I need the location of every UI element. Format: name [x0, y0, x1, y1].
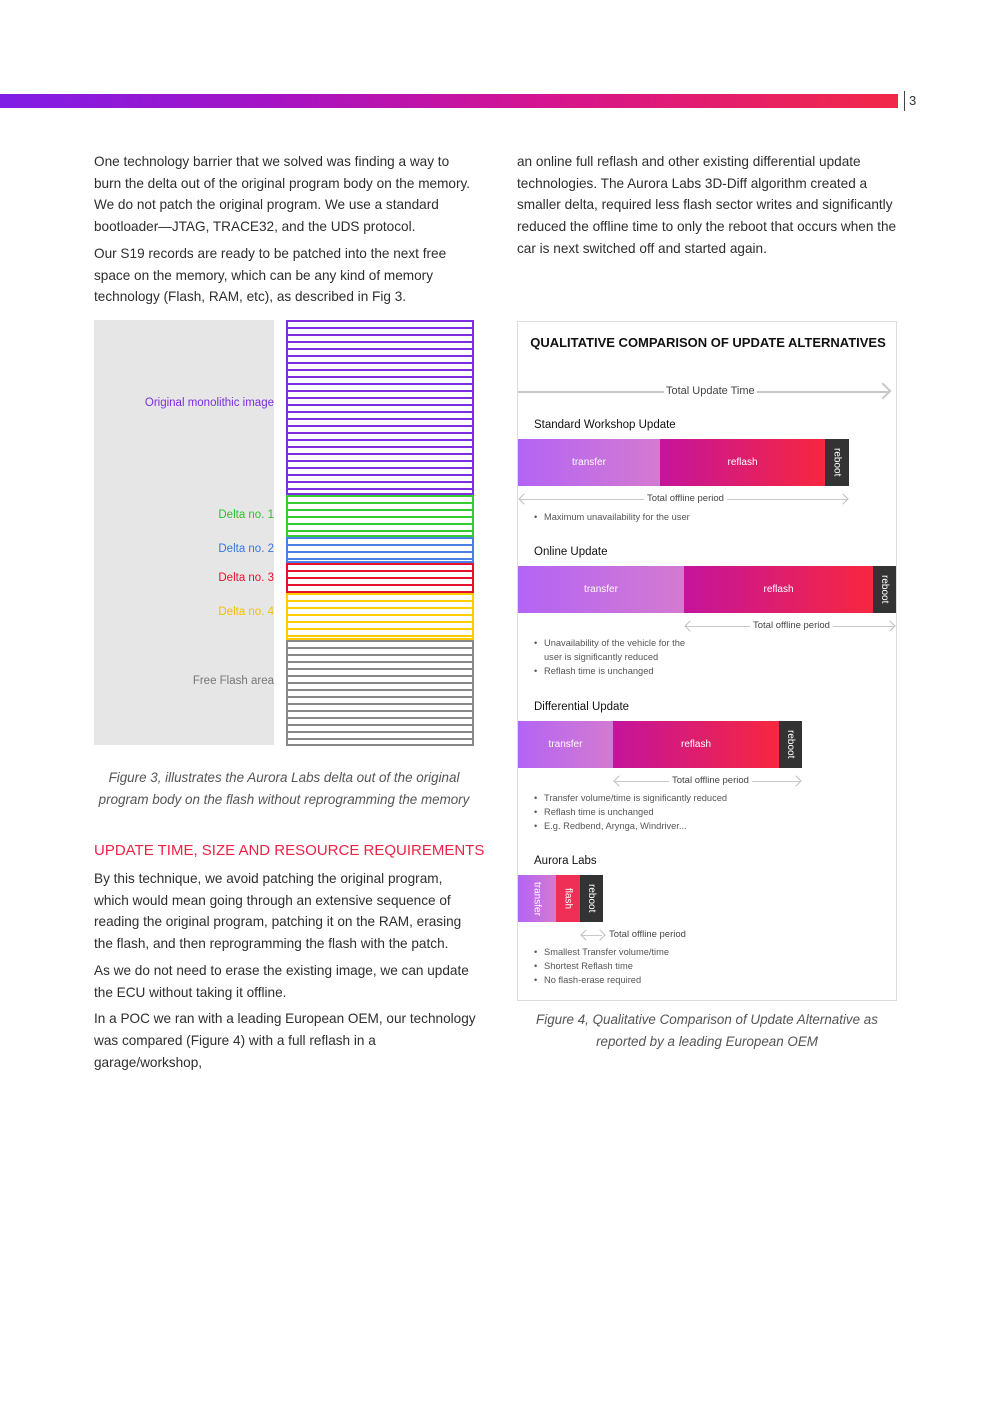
arrow-left-icon: [518, 493, 529, 504]
memory-stack-diagram: [286, 320, 474, 746]
arrow-right-icon: [837, 493, 848, 504]
paragraph: By this technique, we avoid patching the original program, which would mean going through an extensive sequence of reading the original program, patching it on the RAM, erasing the flash, and then reprogramming the flash with the patch.: [94, 871, 462, 952]
region-delta-1: [286, 495, 474, 537]
left-column-body: [94, 868, 478, 1078]
offline-period-aurora: [580, 928, 750, 942]
arrow-right-icon: [875, 383, 892, 400]
bullets-online: [534, 636, 694, 678]
label-delta-4: Delta no. 4: [218, 606, 274, 618]
bullet-item: • Shortest Reflash time: [534, 959, 669, 973]
memory-label-panel: [94, 320, 274, 745]
offline-period-label: Total offline period: [669, 774, 752, 788]
segment-transfer: [518, 875, 556, 922]
segment-reboot: [580, 875, 603, 922]
segment-transfer: transfer: [518, 721, 613, 768]
segment-reflash: reflash: [684, 566, 873, 613]
offline-period-standard: [518, 492, 849, 506]
segment-transfer: transfer: [518, 439, 660, 486]
header-gradient-bar: [0, 94, 898, 108]
figure-3-caption: Figure 3, illustrates the Aurora Labs delta out of the original program body on the flash without reprogramming the memory: [98, 770, 470, 807]
arrow-left-icon: [684, 620, 695, 631]
bar-standard: [518, 439, 849, 486]
bar-online: [518, 566, 896, 613]
left-column-intro: [94, 151, 478, 313]
segment-reboot-label: reboot: [831, 448, 843, 477]
section-heading: UPDATE TIME, SIZE AND RESOURCE REQUIREMENTS: [94, 842, 485, 859]
bullet-item: • Reflash time is unchanged: [534, 805, 727, 819]
offline-period-label: Total offline period: [606, 928, 689, 942]
segment-flash: [556, 875, 580, 922]
bullet-item: • No flash-erase required: [534, 973, 669, 987]
label-delta-3: Delta no. 3: [218, 572, 274, 584]
bullet-item: • Maximum unavailability for the user: [534, 510, 690, 524]
segment-reflash: reflash: [660, 439, 825, 486]
bullet-item: • Unavailability of the vehicle for the user is significantly reduced: [534, 636, 694, 664]
offline-period-differential: [613, 774, 802, 788]
arrow-right-icon: [594, 929, 605, 940]
figure-4-title: QUALITATIVE COMPARISON OF UPDATE ALTERNATIVES: [530, 335, 886, 350]
label-free-flash: Free Flash area: [192, 675, 274, 687]
region-original: [286, 320, 474, 495]
label-original-image: Original monolithic image: [144, 397, 274, 409]
figure-4-comparison: [517, 321, 897, 1001]
segment-reboot: [825, 439, 849, 486]
paragraph: an online full reflash and other existing differential update technologies. The Aurora Labs 3D-Diff algorithm created a smaller delta, required less flash sector writes and significantly reduced the offline time to only the reboot that occurs when the car is next switched off and started again.: [517, 154, 897, 256]
segment-reflash: reflash: [613, 721, 779, 768]
bullet-item: • Smallest Transfer volume/time: [534, 945, 669, 959]
segment-reboot-label: reboot: [879, 575, 890, 604]
arrow-left-icon: [580, 929, 591, 940]
bullets-aurora: [534, 945, 669, 987]
region-delta-3: [286, 563, 474, 593]
segment-transfer-label: transfer: [531, 881, 543, 916]
bullets-differential: [534, 791, 727, 833]
region-delta-2: [286, 537, 474, 563]
paragraph: Our S19 records are ready to be patched into the next free space on the memory, which can be any kind of memory technology (Flash, RAM, etc), as described in Fig 3.: [94, 245, 447, 305]
segment-reboot: [873, 566, 896, 613]
segment-flash-label: flash: [562, 887, 574, 910]
arrow-right-icon: [884, 620, 895, 631]
total-update-time-label: Total Update Time: [666, 385, 755, 397]
paragraph: In a POC we ran with a leading European OEM, our technology was compared (Figure 4) with a full reflash in a garage/workshop,: [94, 1011, 476, 1070]
segment-reboot: [779, 721, 802, 768]
offline-period-label: Total offline period: [644, 492, 727, 506]
bullets-standard: [534, 510, 690, 524]
label-delta-2: Delta no. 2: [218, 543, 274, 555]
arrow-right-icon: [790, 775, 801, 786]
segment-reboot-label: reboot: [785, 730, 796, 759]
page-number: 3: [904, 91, 916, 111]
bar-aurora: [518, 875, 603, 922]
right-column-intro: [517, 151, 901, 265]
section-title-online: Online Update: [534, 546, 608, 558]
section-title-standard: Standard Workshop Update: [534, 419, 676, 431]
label-delta-1: Delta no. 1: [218, 509, 274, 521]
paragraph: One technology barrier that we solved was finding a way to burn the delta out of the original program body on the memory. We do not patch the original program. We use a standard bootloader—JTAG, TRACE32, and the UDS protocol.: [94, 154, 471, 235]
segment-reboot-label: reboot: [586, 884, 597, 913]
bullet-item: • E.g. Redbend, Arynga, Windriver...: [534, 819, 727, 833]
section-title-aurora: Aurora Labs: [534, 855, 597, 867]
region-free-flash: [286, 640, 474, 746]
paragraph: As we do not need to erase the existing image, we can update the ECU without taking it offline.: [94, 962, 469, 1000]
region-delta-4: [286, 593, 474, 640]
bullet-item: • Reflash time is unchanged: [534, 664, 694, 678]
offline-period-label: Total offline period: [750, 619, 833, 633]
offline-period-online: [684, 619, 896, 633]
arrow-left-icon: [613, 775, 624, 786]
figure-4-caption: Figure 4, Qualitative Comparison of Update Alternative as reported by a leading European OEM: [536, 1012, 878, 1049]
bullet-item: • Transfer volume/time is significantly reduced: [534, 791, 727, 805]
section-title-differential: Differential Update: [534, 701, 630, 713]
segment-transfer: transfer: [518, 566, 684, 613]
bar-differential: [518, 721, 802, 768]
total-update-time-axis: [518, 384, 894, 398]
